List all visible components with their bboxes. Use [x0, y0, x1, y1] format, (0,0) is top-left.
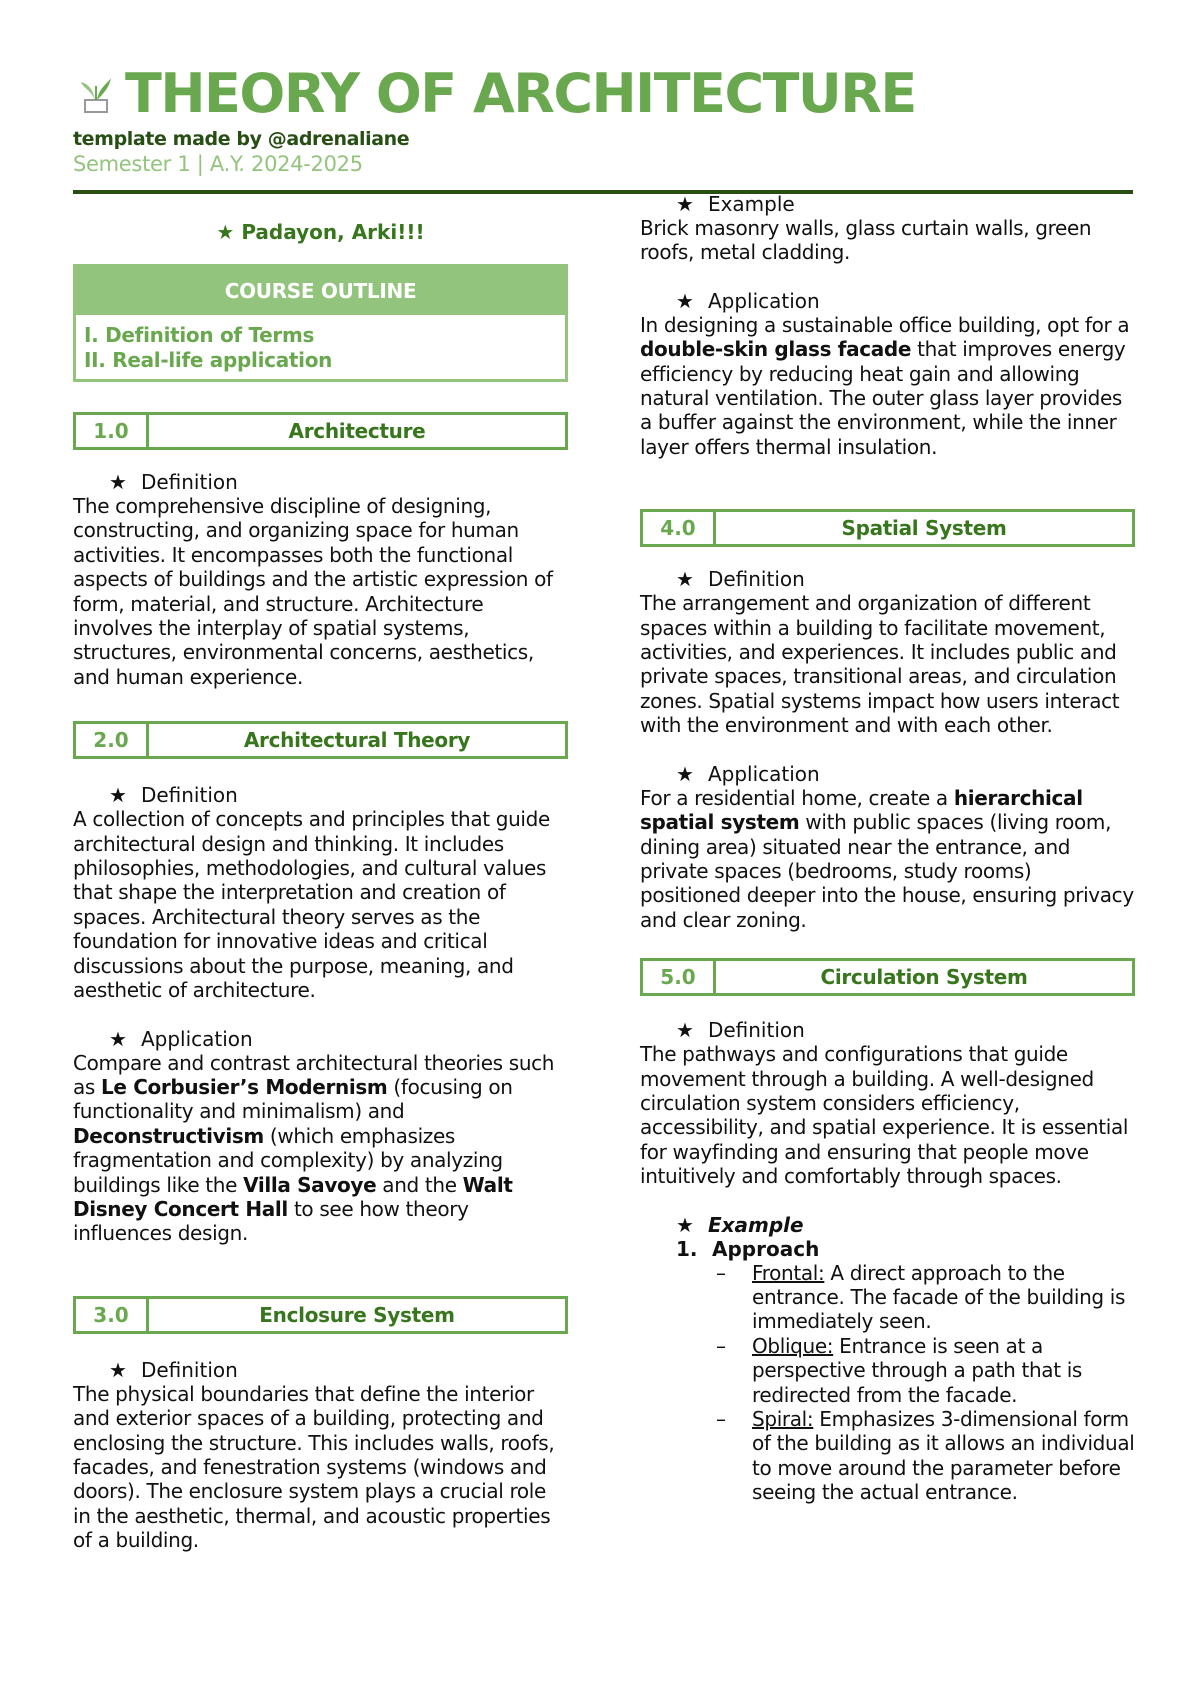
application-text: Compare and contrast architectural theories such as Le Corbusier’s Modernism (focusing on functionality and minimalism) and Deconstructivism (which emphasizes fragmentation and complexity) by analyzing buildings like the Villa Savoye and the Walt Disney Concert Hall to see how theory influences design. — [73, 1050, 555, 1246]
section-header-4 — [640, 509, 1135, 547]
section-title: Architectural Theory — [243, 728, 471, 753]
definition-label: ★ Definition — [109, 783, 238, 808]
section-title: Spatial System — [841, 516, 1007, 541]
section-header-2 — [73, 721, 568, 759]
section-title: Circulation System — [820, 965, 1028, 990]
definition-text: The physical boundaries that define the interior and exterior spaces of a building, protecting and enclosing the structure. This includes walls, roofs, facades, and fenestration systems (windows and doors). The enclosure system plays a crucial role in the aesthetic, thermal, and acoustic properties of a building. — [73, 1381, 555, 1553]
list-item: – Oblique: Entrance is seen at a perspective through a path that is redirected from the facade. — [716, 1333, 1082, 1407]
application-label: ★ Application — [676, 761, 820, 786]
star-icon: ★ — [676, 1212, 694, 1237]
page-title: THEORY OF ARCHITECTURE — [125, 62, 916, 125]
application-text: In designing a sustainable office building, opt for a double-skin glass facade that improves energy efficiency by reducing heat gain and allowing natural ventilation. The outer glass layer provides a buffer against the environment, while the inner layer offers thermal insulation. — [640, 312, 1130, 459]
example-label: ★ Example — [676, 1212, 804, 1237]
right-column — [640, 192, 1135, 1505]
section-header-3 — [73, 1296, 568, 1334]
star-icon: ★ — [676, 288, 694, 313]
application-text: For a residential home, create a hierarchical spatial system with public spaces (living room, dining area) situated near the entrance, and private spaces (bedrooms, study rooms) positioned deeper into the house, ensuring privacy and clear zoning. — [640, 785, 1134, 932]
template-credit: template made by @adrenaliane — [73, 128, 410, 150]
star-icon: ★ — [109, 470, 127, 494]
approach-list — [640, 1261, 1135, 1505]
course-outline-body — [76, 315, 565, 379]
plant-logo-icon — [73, 70, 121, 118]
section-header-1 — [73, 412, 568, 450]
padayon-text: ★ Padayon, Arki!!! — [216, 220, 425, 244]
star-icon: ★ — [109, 783, 127, 808]
definition-label: ★ Definition — [676, 1018, 805, 1043]
list-item: – Spiral: Emphasizes 3-dimensional form of the building as it allows an individual to move around the parameter before seeing the actual entrance. — [716, 1407, 1135, 1505]
definition-label: ★ Definition — [109, 470, 238, 494]
list-item: – Frontal: A direct approach to the entrance. The facade of the building is immediately seen. — [716, 1260, 1126, 1334]
left-column — [73, 192, 568, 1553]
star-icon: ★ — [676, 567, 694, 592]
application-label: ★ Application — [676, 288, 820, 313]
approach-list-title: 1. Approach — [676, 1236, 820, 1261]
application-label: ★ Application — [109, 1026, 253, 1051]
definition-text: The comprehensive discipline of designing, constructing, and organizing space for human activities. It encompasses both the functional aspects of buildings and the artistic expression of form, material, and structure. Architecture involves the interplay of spatial systems, structures, environmental concerns, aesthetics, and human experience. — [73, 494, 553, 689]
section-number: 1.0 — [76, 415, 149, 447]
definition-label: ★ Definition — [676, 567, 805, 592]
section-title: Enclosure System — [259, 1302, 455, 1327]
star-icon: ★ — [676, 761, 694, 786]
definition-label: ★ Definition — [109, 1357, 238, 1382]
course-outline-heading: COURSE OUTLINE — [76, 267, 565, 315]
example-label: ★ Example — [676, 192, 795, 216]
section-number: 4.0 — [643, 512, 716, 544]
definition-text: A collection of concepts and principles that guide architectural design and thinking. It includes philosophies, methodologies, and cultural values that shape the interpretation and creation of spaces. Architectural theory serves as the foundation for innovative ideas and critical discussions about the purpose, meaning, and aesthetic of architecture. — [73, 807, 550, 1003]
course-outline-box — [73, 264, 568, 382]
definition-text: The arrangement and organization of different spaces within a building to facilitate movement, activities, and experiences. It includes public and private spaces, transitional areas, and circulation zones. Spatial systems impact how users interact with the environment and with each other. — [640, 591, 1120, 738]
title-row — [73, 62, 1133, 126]
star-icon: ★ — [109, 1357, 127, 1382]
document-header — [73, 62, 1133, 176]
semester-label: Semester 1 | A.Y. 2024-2025 — [73, 152, 363, 176]
star-icon: ★ — [109, 1026, 127, 1051]
example-text: Brick masonry walls, glass curtain walls, green roofs, metal cladding. — [640, 216, 1092, 265]
star-icon: ★ — [676, 192, 694, 216]
star-icon: ★ — [676, 1018, 694, 1043]
section-header-5 — [640, 958, 1135, 996]
section-number: 2.0 — [76, 724, 149, 756]
section-number: 3.0 — [76, 1299, 149, 1331]
outline-item: I. Definition of Terms — [84, 323, 315, 347]
section-title: Architecture — [288, 419, 426, 443]
section-number: 5.0 — [643, 961, 716, 993]
outline-item: II. Real-life application — [84, 348, 333, 372]
definition-text: The pathways and configurations that guide movement through a building. A well-designed circulation system considers efficiency, accessibility, and spatial experience. It is essential for wayfinding and ensuring that people move intuitively and comfortably through spaces. — [640, 1042, 1129, 1189]
